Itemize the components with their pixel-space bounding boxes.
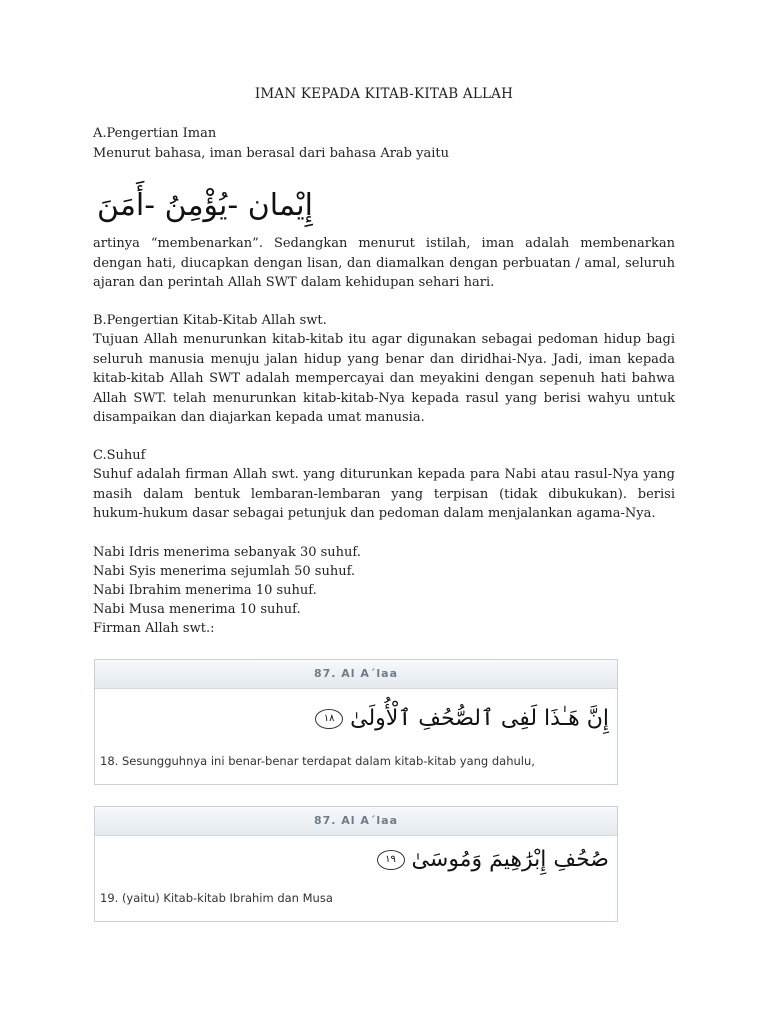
list-item: Nabi Musa menerima 10 suhuf. — [93, 602, 301, 617]
quran-verse-box — [94, 659, 618, 785]
section-b-body: Tujuan Allah menurunkan kitab-kitab itu agar digunakan sebagai pedoman hidup bagi seluruh manusia menuju jalan hidup yang benar dan diridhai-Nya. Jadi, iman kepada kitab-kitab Allah SWT adalah mempercayai dan meyakini dengan sepenuh hati bahwa Allah SWT. telah menurunkan kitab-kitab-Nya kepada rasul yang berisi wahyu untuk disampaikan dan diajarkan kepada umat manusia. — [93, 332, 675, 425]
verse-arabic — [311, 706, 609, 731]
verse-arabic-text: صُحُفِ إِبْرَٰهِيمَ وَمُوسَىٰ — [411, 847, 609, 872]
section-b-heading: B.Pengertian Kitab-Kitab Allah swt. — [93, 313, 327, 328]
arabic-iman-word: إِيْمان -يُؤْمِنُ -أَمَنَ — [97, 188, 313, 223]
firman-label: Firman Allah swt.: — [93, 621, 215, 636]
section-a-heading: A.Pengertian Iman — [93, 126, 217, 141]
verse-arabic — [373, 847, 609, 872]
section-c-heading: C.Suhuf — [93, 448, 146, 463]
surah-header: 87. Al A´laa — [95, 807, 617, 836]
section-a-intro: Menurut bahasa, iman berasal dari bahasa Arab yaitu — [93, 146, 449, 161]
verse-translation: 19. (yaitu) Kitab-kitab Ibrahim dan Musa — [100, 891, 333, 905]
quran-verse-box — [94, 806, 618, 922]
surah-header: 87. Al A´laa — [95, 660, 617, 689]
list-item: Nabi Syis menerima sejumlah 50 suhuf. — [93, 564, 356, 579]
ayah-number-badge: ١٨ — [315, 709, 343, 729]
list-item: Nabi Idris menerima sebanyak 30 suhuf. — [93, 545, 361, 560]
verse-arabic-text: إِنَّ هَـٰذَا لَفِى ٱلصُّحُفِ ٱلْأُولَىٰ — [350, 706, 609, 731]
section-c-body: Suhuf adalah firman Allah swt. yang diturunkan kepada para Nabi atau rasul-Nya yang masih dalam bentuk lembaran-lembaran yang terpisan (tidak dibukukan). berisi hukum-hukum dasar sebagai petunjuk dan pedoman dalam menjalankan agama-Nya. — [93, 467, 675, 521]
section-a-meaning: artinya “membenarkan”. Sedangkan menurut istilah, iman adalah membenarkan dengan hati, diucapkan dengan lisan, dan diamalkan dengan perbuatan / amal, seluruh ajaran dan perintah Allah SWT dalam kehidupan sehari hari. — [93, 236, 675, 290]
verse-translation: 18. Sesungguhnya ini benar-benar terdapat dalam kitab-kitab yang dahulu, — [100, 754, 535, 768]
page-title: IMAN KEPADA KITAB-KITAB ALLAH — [254, 86, 514, 102]
list-item: Nabi Ibrahim menerima 10 suhuf. — [93, 583, 317, 598]
ayah-number-badge: ١٩ — [377, 850, 405, 870]
